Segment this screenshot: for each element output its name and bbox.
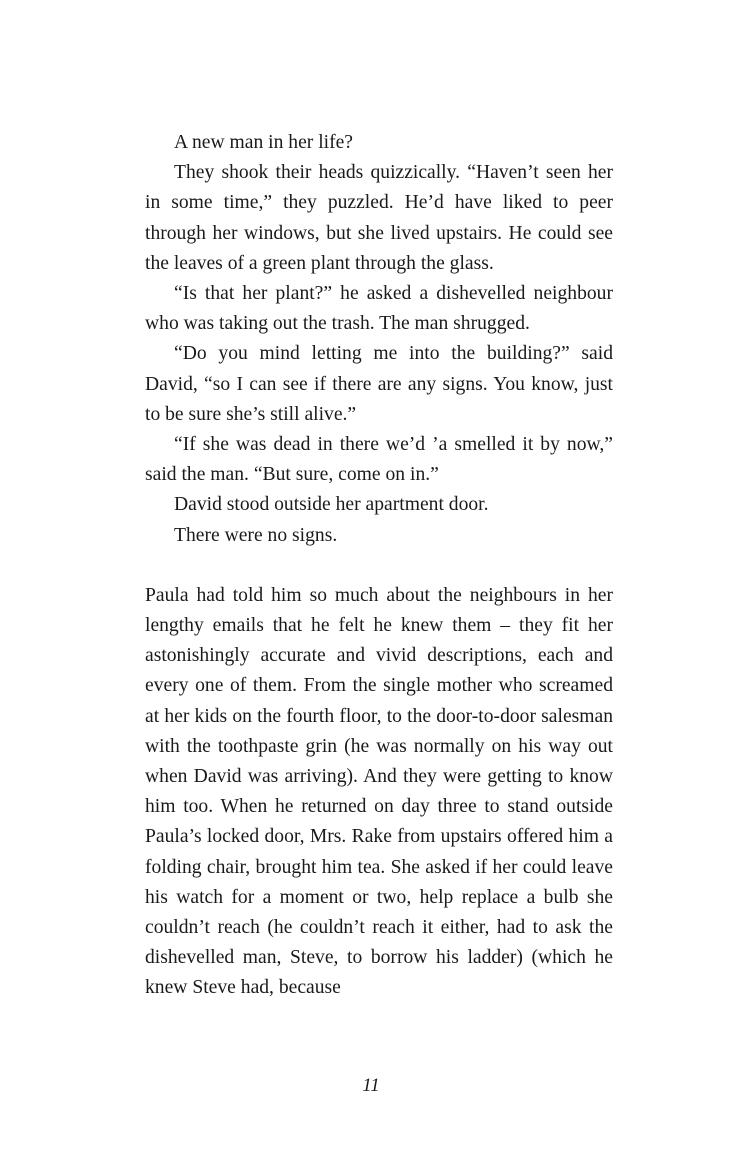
paragraph: A new man in her life? [174,132,354,153]
section-break [145,551,613,581]
paragraph: “Do you mind letting me into the building?” said David, “so I can see if there are any signs. You know, just to be sure she’s still alive.” [145,343,613,425]
page-number: 11 [362,1075,380,1096]
paragraph: Paula had told him so much about the neighbours in her lengthy emails that he felt he knew them – they fit her astonishingly accurate and vivid descriptions, each and every one of them. From the single mother who screamed at her kids on the fourth floor, to the door-to-door salesman with the toothpaste grin (he was normally on his way out when David was arriving). And they were getting to know him too. When he returned on day three to stand outside Paula’s locked door, Mrs. Rake from upstairs offered him a folding chair, brought him tea. She asked if her could leave his watch for a moment or two, help replace a bulb she couldn’t reach (he couldn’t reach it either, had to ask the dishevelled man, Steve, to borrow his ladder) (which he knew Steve had, because [145,584,613,999]
paragraph: David stood outside her apartment door. [174,494,489,516]
paragraph: “If she was dead in there we’d ’a smelled it by now,” said the man. “But sure, come on in.” [145,434,613,486]
page-body [145,128,613,1004]
paragraph: “Is that her plant?” he asked a dishevelled neighbour who was taking out the trash. The man shrugged. [145,283,613,335]
paragraph: There were no signs. [174,524,338,546]
paragraph: They shook their heads quizzically. “Haven’t seen her in some time,” they puzzled. He’d have liked to peer through her windows, but she lived upstairs. He could see the leaves of a green plant through the glass. [145,162,613,274]
